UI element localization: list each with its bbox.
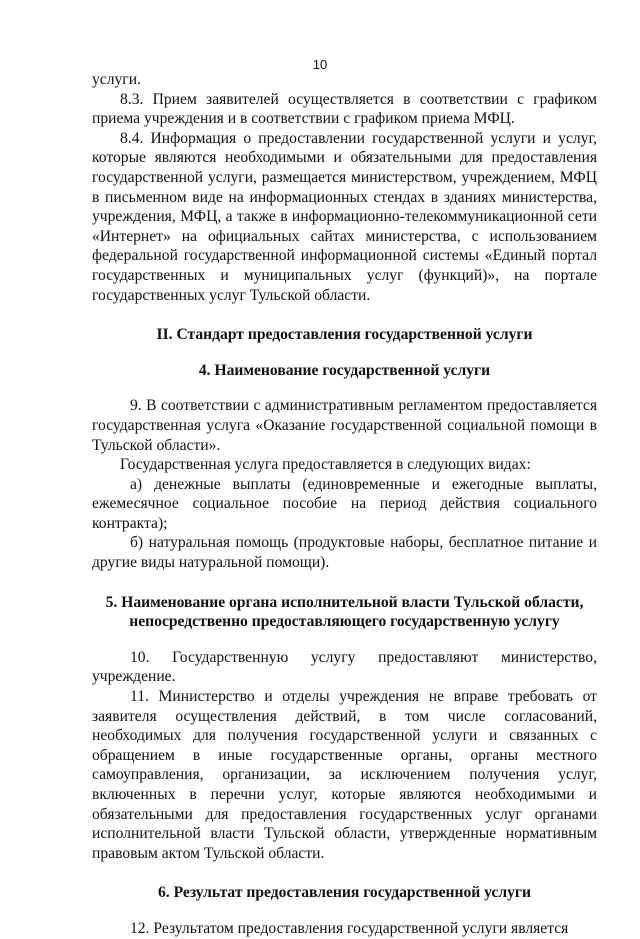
paragraph-item-b: б) натуральная помощь (продуктовые наборы, бесплатное питание и другие виды натуральной помощи).	[92, 534, 597, 572]
paragraph-service-types: Государственная услуга предоставляется в следующих видах:	[120, 456, 531, 474]
paragraph-8-4: 8.4. Информация о предоставлении государственной услуги и услуг, которые являются необходимыми и обязательными для предоставления государственной услуги, размещается министерством, учреждением, МФЦ в письменном виде на информационных стендах в зданиях министерства, учреждения, МФЦ, а также в информационно-телекоммуникационной сети «Интернет» на официальных сайтах министерства, с использованием федеральной государственной информационной системы «Единый портал государственных и муниципальных услуг (функций)», на портале государственных услуг Тульской области.	[92, 129, 597, 304]
document-body	[92, 70, 597, 939]
paragraph-continuation: услуги.	[92, 71, 141, 88]
heading-5-line-1: 5. Наименование органа исполнительной власти Тульской области,	[105, 593, 584, 611]
heading-6: 6. Результат предоставления государственной услуги	[158, 884, 531, 902]
paragraph-8-3: 8.3. Прием заявителей осуществляется в соответствии с графиком приема учреждения и в соответствии с графиком приема МФЦ.	[92, 90, 597, 128]
paragraph-12: 12. Результатом предоставления государственной услуги является	[130, 919, 569, 937]
paragraph-11: 11. Министерство и отделы учреждения не вправе требовать от заявителя осуществления действий, в том числе согласований, необходимых для получения государственной услуги и связанных с обращением в иные государственные органы, органы местного самоуправления, организации, за исключением получения услуг, включенных в перечни услуг, которые являются необходимыми и обязательными для предоставления государственных услуг органами исполнительной власти Тульской области, утвержденные нормативным правовым актом Тульской области.	[92, 688, 597, 862]
heading-5-line-2: непосредственно предоставляющего государственную услугу	[129, 613, 560, 631]
paragraph-9: 9. В соответствии с административным регламентом предоставляется государственная услуга «Оказание государственной социальной помощи в Тульской области».	[92, 397, 597, 454]
paragraph-10: 10. Государственную услугу предоставляют министерство, учреждение.	[92, 648, 597, 686]
heading-4: 4. Наименование государственной услуги	[198, 361, 491, 379]
section-heading-ii: II. Стандарт предоставления государственной услуги	[156, 326, 533, 344]
page-number: 10	[312, 57, 328, 72]
paragraph-item-a: а) денежные выплаты (единовременные и ежегодные выплаты, ежемесячное социальное пособие на период действия социального контракта);	[92, 475, 597, 532]
